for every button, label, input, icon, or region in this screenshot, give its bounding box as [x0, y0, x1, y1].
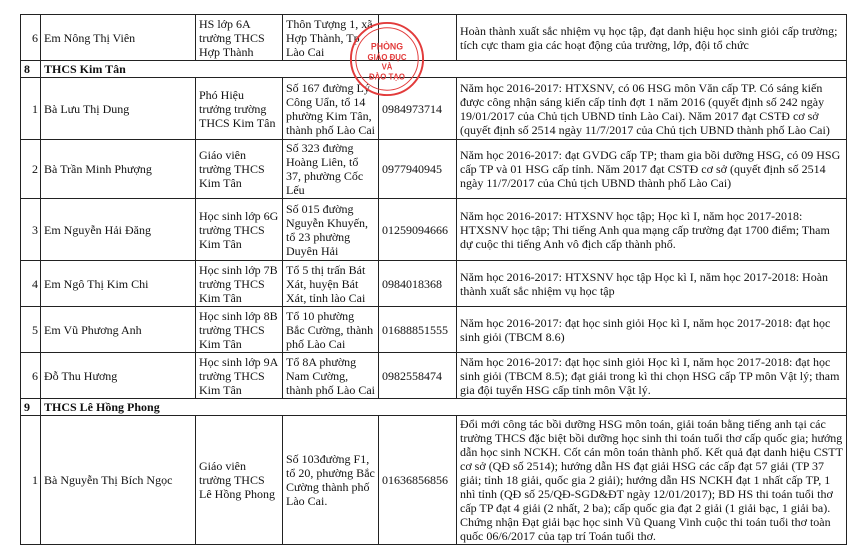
person-position: Học sinh lớp 9A trường THCS Kim Tân — [196, 353, 283, 399]
row-number: 3 — [21, 199, 41, 261]
person-phone — [379, 15, 457, 61]
person-name: Em Nguyễn Hải Đăng — [41, 199, 196, 261]
person-address: Số 167 đường Lý Công Uẩn, tổ 14 phường Kim Tân, thành phố Lào Cai — [283, 78, 379, 140]
section-number: 9 — [21, 399, 41, 416]
table-row — [21, 140, 847, 199]
table-row — [21, 78, 847, 140]
person-name: Bà Nguyễn Thị Bích Ngọc — [41, 416, 196, 545]
stamp-text-3: VÀ — [381, 62, 393, 72]
person-position: Học sinh lớp 8B trường THCS Kim Tân — [196, 307, 283, 353]
table-row — [21, 199, 847, 261]
person-achievement: Năm học 2016-2017: HTXSNV học tập; Học kì I, năm học 2017-2018: HTXSNV học tập; Thi tiếng Anh qua mạng cấp trường đạt 1700 điểm; Tham dự cuộc thi tiếng Anh vô địch cấp thành phố. — [457, 199, 847, 261]
person-achievement: Năm học 2016-2017: HTXSNV, có 06 HSG môn Văn cấp TP. Có sáng kiến được công nhận sáng kiến cấp tỉnh đợt 1 năm 2016 (quyết định số 242 ngày 19/01/2017 của Chủ tịch UBND tỉnh Lào Cai). Năm 2017 đạt CSTĐ cơ sở (quyết định số 2514 ngày 11/7/2017 của Chủ tịch UBND thành phố Lào Cai) — [457, 78, 847, 140]
section-number: 8 — [21, 61, 41, 78]
stamp-text-1: PHÒNG — [370, 41, 404, 52]
person-position: Phó Hiệu trưởng trường THCS Kim Tân — [196, 78, 283, 140]
section-title: THCS Lê Hồng Phong — [41, 399, 847, 416]
person-name: Bà Lưu Thị Dung — [41, 78, 196, 140]
section-row — [21, 61, 847, 78]
person-address: Tổ 10 phường Bắc Cường, thành phố Lào Cai — [283, 307, 379, 353]
person-position: Học sinh lớp 6G trường THCS Kim Tân — [196, 199, 283, 261]
row-number: 1 — [21, 78, 41, 140]
person-name: Bà Trần Minh Phượng — [41, 140, 196, 199]
person-position: Giáo viên trường THCS Kim Tân — [196, 140, 283, 199]
person-achievement: Hoàn thành xuất sắc nhiệm vụ học tập, đạt danh hiệu học sinh giỏi cấp trường; tích cực tham gia các hoạt động của trường, lớp, đội tổ chức — [457, 15, 847, 61]
row-number: 6 — [21, 15, 41, 61]
person-achievement: Năm học 2016-2017: đạt học sinh giỏi Học kì I, năm học 2017-2018: đạt học sinh giỏi (TBCM 8.5); đạt giải trong kì thi chọn HSG cấp TP môn Vật lý; tham gia đội tuyển HSG cấp tỉnh môn Vật lý. — [457, 353, 847, 399]
person-phone: 0984018368 — [379, 261, 457, 307]
person-name: Em Ngô Thị Kim Chi — [41, 261, 196, 307]
table-row — [21, 307, 847, 353]
person-name: Em Vũ Phương Anh — [41, 307, 196, 353]
person-phone: 0984973714 — [379, 78, 457, 140]
document-page — [20, 14, 846, 545]
row-number: 1 — [21, 416, 41, 545]
section-row — [21, 399, 847, 416]
person-achievement: Năm học 2016-2017: đạt học sinh giỏi Học kì I, năm học 2017-2018: đạt học sinh giỏi (TBCM 8.6) — [457, 307, 847, 353]
table-row — [21, 353, 847, 399]
person-achievement: Đổi mới công tác bồi dưỡng HSG môn toán, giải toán bằng tiếng anh tại các trường THCS đặc biệt bồi dưỡng học sinh thi toán tuổi thơ cấp quốc gia; hướng dẫn học sinh NCKH. Cốt cán môn toán thành phố. Kết quả đạt danh hiệu CSTT cơ sở (QĐ số 2514); hướng dẫn HS đạt giải HSG các cấp đạt 57 giải (TP 37 giải; tỉnh 18 giải, quốc gia 2 giải); hướng dẫn HS NCKH đạt 1 nhất cấp TP, 1 nhì tỉnh (QĐ số 25/QĐ-SGD&ĐT ngày 12/01/2017); BD HS thi toán tuổi thơ cấp TP đạt 4 giải (2 nhất, 2 ba); cấp quốc gia đạt 2 giải (1 giải bạc, 1 giải ba). Chứng nhận Đạt giải bạc học sinh Vũ Quang Vinh cuộc thi toán tuổi thơ toàn quốc 06/6/2017 của tạp trí Toán tuổi thơ. — [457, 416, 847, 545]
person-position: Học sinh lớp 7B trường THCS Kim Tân — [196, 261, 283, 307]
row-number: 2 — [21, 140, 41, 199]
row-number: 5 — [21, 307, 41, 353]
person-address: Thôn Tượng 1, xã Hợp Thành, Tp Lào Cai — [283, 15, 379, 61]
person-achievement: Năm học 2016-2017: HTXSNV học tập Học kì I, năm học 2017-2018: Hoàn thành xuất sắc nhiệm vụ học tập — [457, 261, 847, 307]
section-title: THCS Kim Tân — [41, 61, 847, 78]
person-phone: 01636856856 — [379, 416, 457, 545]
table-row — [21, 416, 847, 545]
table-body — [21, 15, 847, 545]
stamp-text-2: GIÁO ĐỤC — [367, 52, 407, 62]
person-address: Số 323 đường Hoàng Liên, tổ 37, phường Cốc Lếu — [283, 140, 379, 199]
row-number: 6 — [21, 353, 41, 399]
person-phone: 01688851555 — [379, 307, 457, 353]
person-phone: 01259094666 — [379, 199, 457, 261]
person-phone: 0977940945 — [379, 140, 457, 199]
table-row — [21, 15, 847, 61]
person-address: Tổ 8A phường Nam Cường, thành phố Lào Cai — [283, 353, 379, 399]
stamp-text-4: ĐÀO TẠO — [369, 72, 405, 82]
table-row — [21, 261, 847, 307]
row-number: 4 — [21, 261, 41, 307]
person-position: Giáo viên trường THCS Lê Hồng Phong — [196, 416, 283, 545]
person-address: Tổ 5 thị trấn Bát Xát, huyện Bát Xát, tỉnh lào Cai — [283, 261, 379, 307]
person-name: Em Nông Thị Viên — [41, 15, 196, 61]
person-address: Số 103đường F1, tổ 20, phường Bắc Cường thành phố Lào Cai. — [283, 416, 379, 545]
person-address: Số 015 đường Nguyễn Khuyến, tổ 23 phường Duyên Hải — [283, 199, 379, 261]
person-name: Đỗ Thu Hương — [41, 353, 196, 399]
person-achievement: Năm học 2016-2017: đạt GVDG cấp TP; tham gia bồi dưỡng HSG, có 09 HSG cấp TP và 01 HSG cấp tỉnh. Năm 2017 đạt CSTĐ cơ sở (quyết định số 2514 ngày 11/7/2017 của Chủ tịch UBND thành phố Lào Cai) — [457, 140, 847, 199]
person-phone: 0982558474 — [379, 353, 457, 399]
person-position: HS lớp 6A trường THCS Hợp Thành — [196, 15, 283, 61]
commendation-table — [20, 14, 847, 545]
